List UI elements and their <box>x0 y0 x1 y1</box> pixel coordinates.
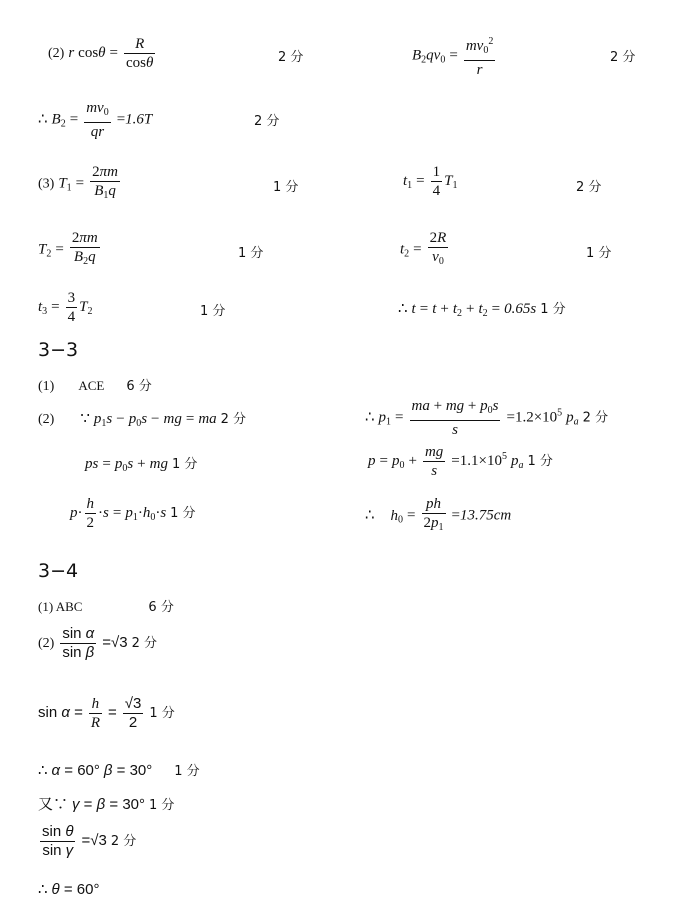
eq-snell: (2) $\frac{\text{sin α}}{\text{sin β}}$ =√3 2 分 <box>38 625 157 661</box>
eq-angles: ∴ α = 60° β = 30° 1 分 <box>38 762 200 779</box>
points: 1 分 <box>238 246 264 261</box>
eq-theta: ∴ θ = 60° <box>38 881 100 898</box>
eq-p: p = p0 + $\frac{mg}{s}$ $=1.1\times 10^5$ $p_a$ 1 分 <box>368 444 553 479</box>
eq-h0: ∴ h0 = $\frac{ph}{2p_1}$ =13.75cm <box>365 496 512 533</box>
eq-T2: T2 = $\frac{2\pi m}{B_2q}$ <box>38 230 98 267</box>
points: 2 分 <box>254 114 280 129</box>
points: 2 分 <box>610 50 636 65</box>
eq-t-total: ∴ t = t + t2 + t2 = 0.65s 1 分 <box>398 301 566 319</box>
eq-p1: ∴ p1 = $\frac{ma + mg + p_0s}{s}$ $=1.2\times 10^5$ $p_a$ 2 分 <box>365 398 609 438</box>
eq-b2-result: ∴ B2 = $\frac{mv_0}{qr}$ =1.6T <box>38 100 153 140</box>
eq-t1: (3) T1 = $\frac{2\pi m}{B_1q}$ <box>38 164 118 201</box>
eq-gamma: 又∵ γ = β = 30° 1 分 <box>38 796 175 813</box>
section-heading: 3−4 <box>38 560 79 582</box>
points: 1 分 <box>200 304 226 319</box>
points: 2 分 <box>278 50 304 65</box>
eq-ph: p· $\frac{h}{2}$ ·s = p1·h0·s 1 分 <box>70 496 196 531</box>
answer-3-4-1: (1) ABC 6 分 <box>38 599 174 615</box>
eq-ps: ps = p0s + mg 1 分 <box>85 456 198 474</box>
points: 1 分 <box>586 246 612 261</box>
points: 2 分 <box>576 180 602 195</box>
eq-t3: t3 = $\frac{3}{4}$ T2 <box>38 290 93 325</box>
eq-t1-small: t1 = $\frac{1}{4}$ T1 <box>403 164 458 199</box>
eq-force-balance: (2) ∵ p1s − p0s − mg = ma 2 分 <box>38 411 247 429</box>
eq-sin-alpha: sin α = $\frac{h}{R}$ = $\frac{√3}{2}$ 1 分 <box>38 695 175 731</box>
points: 1 分 <box>273 180 299 195</box>
eq-r-cos: (2) r cosθ = $\frac{R}{\cos\theta}$ <box>48 36 154 71</box>
eq-t2: t2 = $\frac{2R}{v_0}$ <box>400 230 447 267</box>
answer-3-3-1: (1) ACE 6 分 <box>38 378 152 394</box>
eq-sin-theta: $\frac{\text{sin θ}}{\text{sin γ}}$ =√3 2 分 <box>42 823 137 859</box>
eq-b2qv0: B2qv0 = $\frac{mv_0^2}{r}$ <box>412 36 494 78</box>
section-heading: 3−3 <box>38 339 79 361</box>
